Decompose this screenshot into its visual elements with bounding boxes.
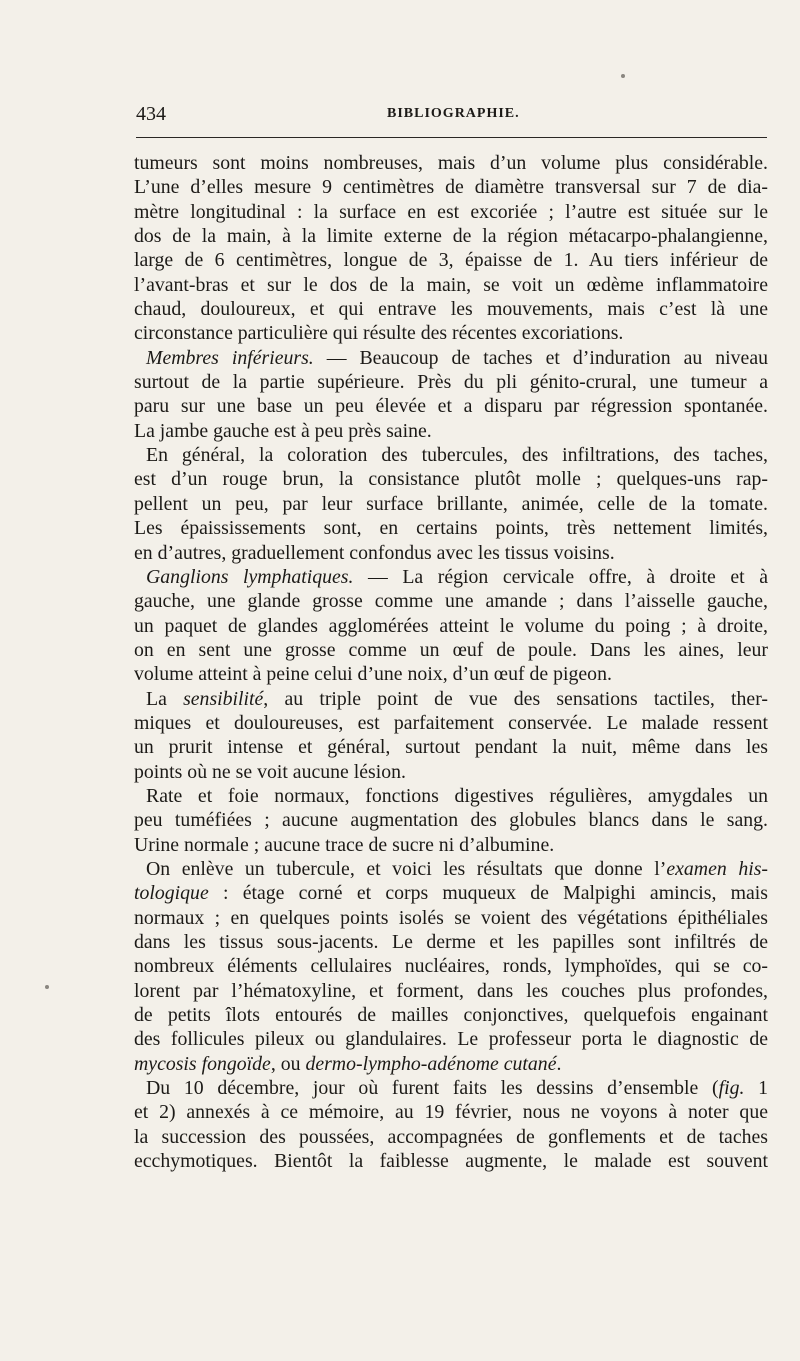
italic-text: dermo-lympho-adénome cutané [305,1052,557,1075]
italic-text: examen his- [666,857,768,880]
text-line [134,1003,768,1027]
text-line [134,175,768,199]
text-segment: ecchymotiques. Bientôt la faiblesse augmente, le malade est souvent [134,1150,768,1173]
text-line [134,419,768,443]
text-segment: circonstance particulière qui résulte des récentes excoriations. [134,322,624,345]
text-line [134,881,768,905]
text-segment: dans les tissus sous-jacents. Le derme et les papilles sont infiltrés de [134,931,768,953]
text-line [134,541,768,565]
text-segment: de petits îlots entourés de mailles conjonctives, quelquefois engainant [134,1004,768,1027]
text-segment: la succession des poussées, accompagnées de gonflements et de taches [134,1125,768,1148]
text-line [134,1125,768,1149]
text-segment: gauche, une glande grosse comme une amande ; dans l’aisselle gauche, [134,590,768,613]
text-segment: lorent par l’hématoxyline, et forment, dans les couches plus profondes, [134,979,768,1002]
text-segment: 1 [744,1077,768,1100]
text-line [134,151,768,175]
text-line [134,248,768,272]
text-segment: nombreux éléments cellulaires nucléaires, ronds, lymphoïdes, qui se co- [134,955,768,978]
text-segment: l’avant-bras et sur le dos de la main, se voit un œdème inflammatoire [134,273,768,296]
text-line [134,394,768,418]
text-line [134,784,768,808]
text-segment: Urine normale ; aucune trace de sucre ni d’albumine. [134,833,555,856]
text-segment: Les épaississements sont, en certains points, très nettement limités, [134,517,768,540]
text-segment: , ou [270,1052,306,1075]
header-rule [136,137,767,138]
text-line [134,930,768,954]
text-segment: : étage corné et corps muqueux de Malpighi amincis, mais [208,882,768,905]
text-segment: L’une d’elles mesure 9 centimètres de diamètre transversal sur 7 de dia- [134,176,768,199]
text-segment: . [556,1052,562,1075]
text-segment: dos de la main, à la limite externe de la région métacarpo-phalangienne, [134,225,768,248]
text-segment: On enlève un tubercule, et voici les résultats que donne l’ [146,857,667,880]
text-segment: normaux ; en quelques points isolés se voient des végétations épithéliales [134,906,768,929]
text-line [134,589,768,613]
text-line [134,273,768,297]
italic-text: fig. [718,1077,745,1100]
running-head [136,103,768,127]
text-segment: — Beaucoup de taches et d’induration au niveau [313,346,768,369]
text-line [134,492,768,516]
body-text [134,151,768,1173]
text-line [134,979,768,1003]
text-line [134,1052,768,1076]
text-line [134,857,768,881]
text-segment: surtout de la partie supérieure. Près du pli génito-crural, une tumeur a [134,371,768,394]
text-line [134,297,768,321]
text-segment: pellent un peu, par leur surface brillante, animée, celle de la tomate. [134,492,768,515]
text-line [134,565,768,589]
text-line [134,1100,768,1124]
text-segment: en d’autres, graduellement confondus avec les tissus voisins. [134,541,615,564]
text-segment: , au triple point de vue des sensations tactiles, ther- [263,687,768,710]
text-segment: peu tuméfiées ; aucune augmentation des globules blancs dans le sang. [134,809,768,832]
text-line [134,200,768,224]
text-segment: tumeurs sont moins nombreuses, mais d’un volume plus considérable. [134,152,768,174]
text-segment: est d’un rouge brun, la consistance plutôt molle ; quelques-uns rap- [134,468,768,491]
text-segment: chaud, douloureux, et qui entrave les mouvements, mais c’est là une [134,298,768,321]
text-line [134,808,768,832]
text-line [134,906,768,930]
text-segment: large de 6 centimètres, longue de 3, épaisse de 1. Au tiers inférieur de [134,249,768,272]
text-line [134,833,768,857]
text-line [134,321,768,345]
text-line [134,638,768,662]
text-segment: et 2) annexés à ce mémoire, au 19 février, nous ne voyons à noter que [134,1101,768,1124]
italic-text: Membres inférieurs. [146,346,314,369]
text-segment: La jambe gauche est à peu près saine. [134,419,432,442]
text-segment: Rate et foie normaux, fonctions digestives régulières, amygdales un [146,784,768,807]
paper-speck [45,985,49,989]
text-line [134,711,768,735]
text-segment: un prurit intense et général, surtout pendant la nuit, même dans les [134,736,768,759]
text-segment: un paquet de glandes agglomérées atteint le volume du poing ; à droite, [134,614,768,637]
text-line [134,662,768,686]
text-line [134,467,768,491]
text-segment: des follicules pileux ou glandulaires. Le professeur porta le diagnostic de [134,1028,768,1051]
text-line [134,1149,768,1173]
text-segment: La [146,687,184,710]
text-line [134,516,768,540]
italic-text: tologique [134,882,209,905]
italic-text: mycosis fongoïde [134,1052,271,1075]
text-line [134,1027,768,1051]
text-line [134,346,768,370]
text-line [134,224,768,248]
text-segment: points où ne se voit aucune lésion. [134,760,406,783]
text-segment: — La région cervicale offre, à droite et à [353,565,768,588]
text-line [134,370,768,394]
text-segment: En général, la coloration des tubercules, des infiltrations, des taches, [146,444,768,467]
text-line [134,760,768,784]
text-segment: paru sur une base un peu élevée et a disparu par régression spontanée. [134,395,768,418]
text-line [134,614,768,638]
italic-text: sensibilité [183,687,264,710]
text-line [134,1076,768,1100]
text-line [134,954,768,978]
page-number: 434 [136,103,166,125]
text-segment: miques et douloureuses, est parfaitement conservée. Le malade ressent [134,711,768,734]
italic-text: Ganglions lymphatiques. [146,565,354,588]
text-segment: Du 10 décembre, jour où furent faits les dessins d’ensemble ( [146,1077,719,1100]
text-line [134,443,768,467]
text-segment: volume atteint à peine celui d’une noix, d’un œuf de pigeon. [134,663,612,686]
text-line [134,735,768,759]
running-title: BIBLIOGRAPHIE. [387,106,520,121]
text-line [134,687,768,711]
text-segment: on en sent une grosse comme un œuf de poule. Dans les aines, leur [134,638,768,661]
text-segment: mètre longitudinal : la surface en est excoriée ; l’autre est située sur le [134,200,768,223]
paper-speck [621,74,625,78]
